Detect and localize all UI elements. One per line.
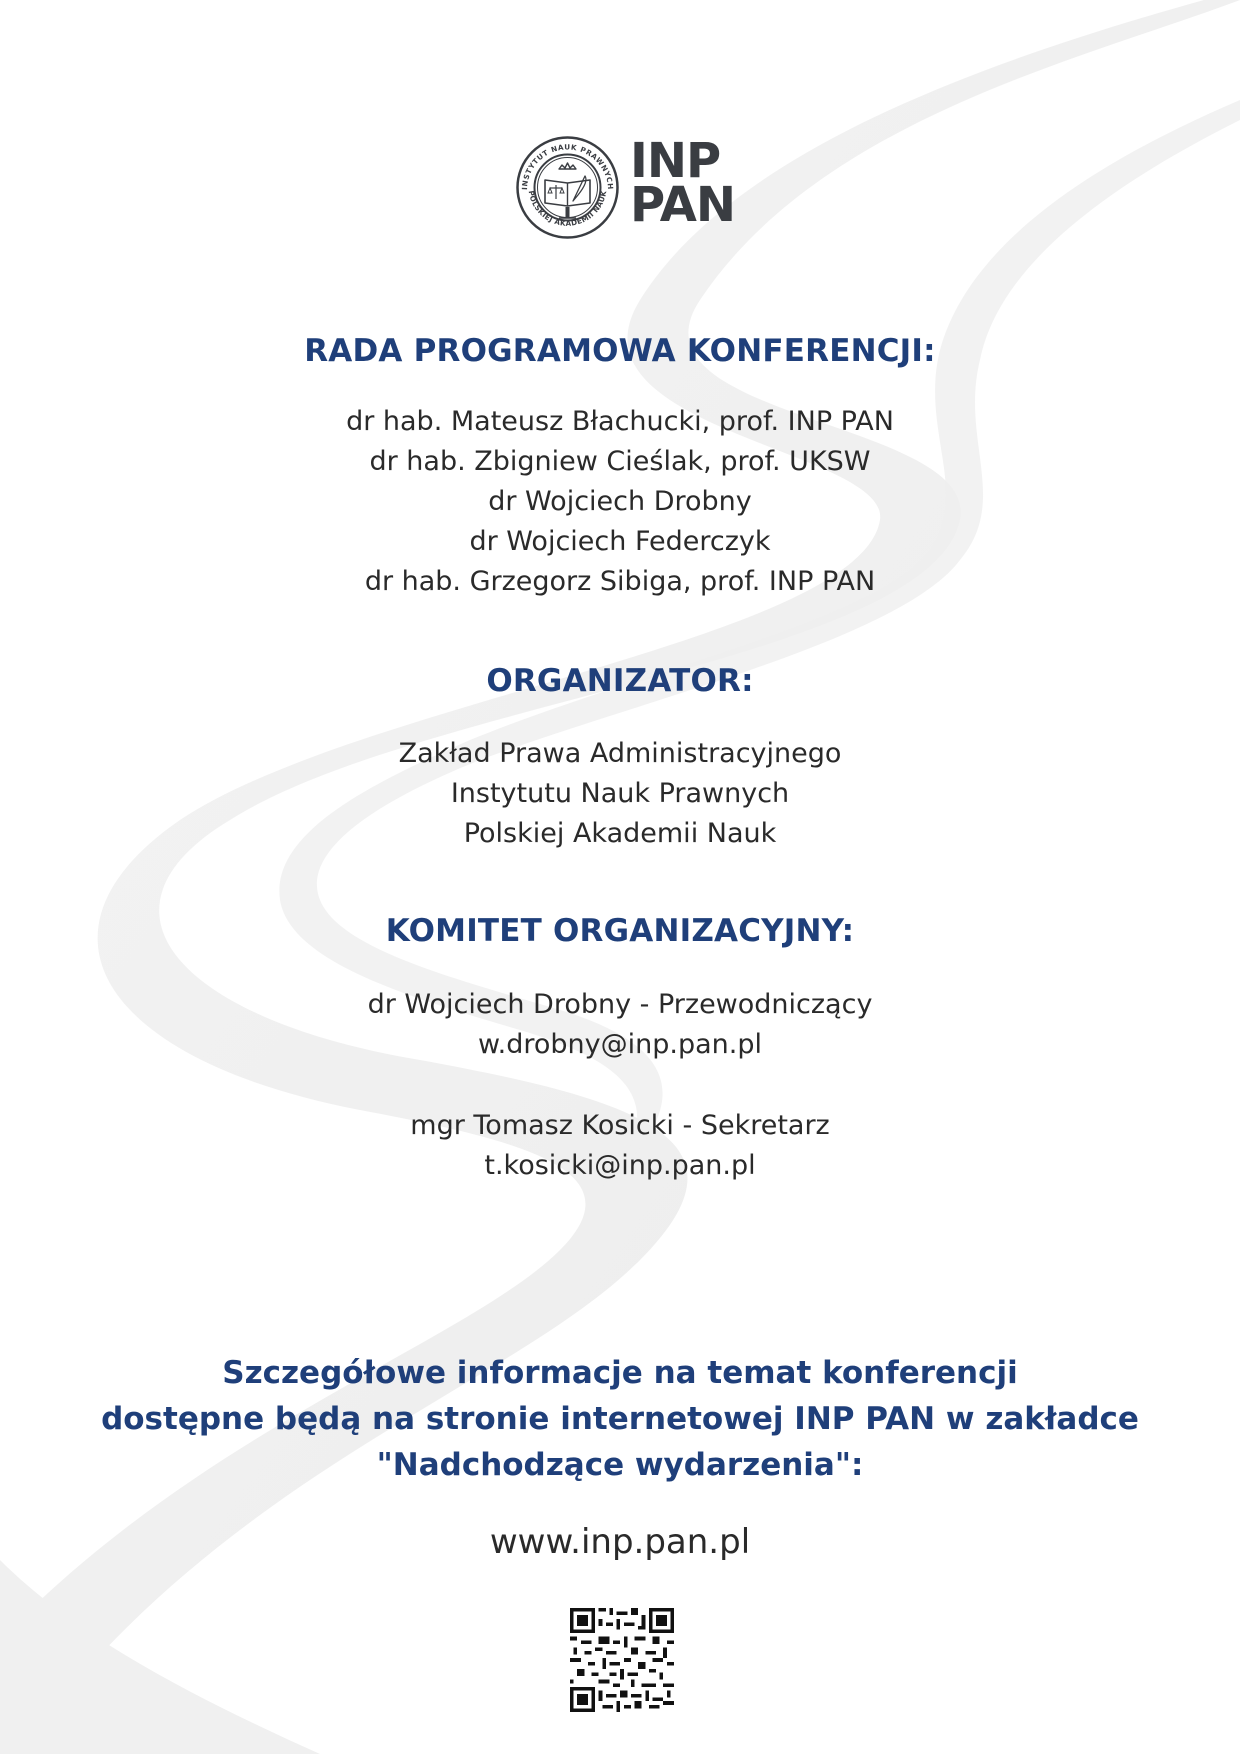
info-line: "Nadchodzące wydarzenia": <box>376 1447 864 1483</box>
rada-member: dr hab. Zbigniew Cieślak, prof. UKSW <box>369 446 871 477</box>
inp-pan-logo <box>515 135 735 247</box>
qr-code-icon[interactable] <box>570 1608 674 1712</box>
organizator-heading: ORGANIZATOR: <box>486 663 754 699</box>
organizator-lines <box>0 734 1240 854</box>
komitet-heading: KOMITET ORGANIZACYJNY: <box>385 913 855 949</box>
secretary-name: mgr Tomasz Kosicki - Sekretarz <box>410 1110 830 1141</box>
secretary-email-link[interactable]: t.kosicki@inp.pan.pl <box>484 1150 756 1181</box>
komitet-chair <box>0 985 1240 1065</box>
logo-wordmark <box>630 133 736 233</box>
rada-member: dr hab. Mateusz Błachucki, prof. INP PAN <box>346 406 894 437</box>
info-line: dostępne będą na stronie internetowej INP PAN w zakładce <box>101 1401 1139 1437</box>
rada-member: dr Wojciech Federczyk <box>469 526 771 557</box>
seal-icon <box>515 135 620 240</box>
info-paragraph <box>0 1350 1240 1488</box>
organizator-line: Zakład Prawa Administracyjnego <box>398 738 842 769</box>
logo-line-pan: PAN <box>630 177 736 233</box>
chair-email-link[interactable]: w.drobny@inp.pan.pl <box>478 1029 762 1060</box>
rada-heading: RADA PROGRAMOWA KONFERENCJI: <box>304 333 936 369</box>
komitet-secretary <box>0 1106 1240 1186</box>
rada-member: dr hab. Grzegorz Sibiga, prof. INP PAN <box>364 566 876 597</box>
svg-text:POLSKIEJ AKADEMII NAUK: POLSKIEJ AKADEMII NAUK <box>526 189 609 228</box>
rada-member: dr Wojciech Drobny <box>488 486 752 517</box>
logo-line-inp: INP <box>630 133 721 189</box>
website-link[interactable]: www.inp.pan.pl <box>489 1522 751 1562</box>
organizator-line: Instytutu Nauk Prawnych <box>450 778 790 809</box>
info-line: Szczegółowe informacje na temat konferencji <box>222 1355 1018 1391</box>
organizator-line: Polskiej Akademii Nauk <box>463 818 777 849</box>
chair-name: dr Wojciech Drobny - Przewodniczący <box>367 989 873 1020</box>
rada-members-list <box>0 402 1240 602</box>
svg-text:INSTYTUT NAUK PRAWNYCH: INSTYTUT NAUK PRAWNYCH <box>519 142 616 191</box>
